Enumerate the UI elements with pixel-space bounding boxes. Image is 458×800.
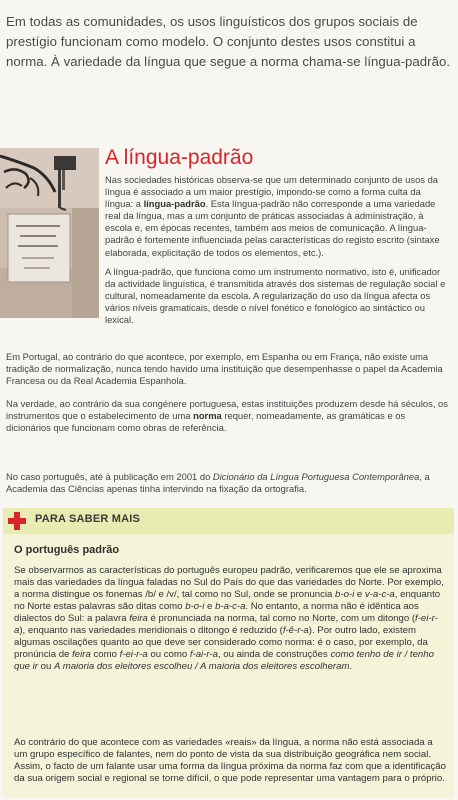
paragraph-4: Na verdade, ao contrário da sua congénere portuguesa, estas instituições produzem desde há séculos, os instrumentos que o estabelecimento de uma norma requer, nomeadamente, as gramáticas e os dicionários que funcionam como obras de referência. bbox=[6, 398, 448, 434]
street-sign-photo bbox=[0, 148, 99, 318]
info-box-title: PARA SABER MAIS bbox=[35, 513, 141, 525]
term-lingua-padrao: língua-padrão bbox=[143, 198, 206, 210]
info-box-subtitle: O português padrão bbox=[14, 544, 120, 556]
dictionary-title: Dicionário da Língua Portuguesa Contemporânea bbox=[212, 471, 420, 482]
term-norma: norma bbox=[193, 410, 222, 422]
paragraph-1: Nas sociedades históricas observa-se que um determinado conjunto de usos da língua é associado a um maior prestígio, impondo-se como a forma culta da língua: a língua-padrão. Esta língua-padrão não corresponde a uma variedade real da língua, mas a um conjunto de práticas associadas à administração, à escola e, em épocas recentes, também aos meios de comunicação. A língua-padrão é fortemente influenciada pelas características do registo escrito (sintaxe elaborada, explicitação de todos os elementos, etc.). bbox=[105, 174, 440, 258]
info-box bbox=[3, 508, 454, 798]
info-box-paragraph-1: Se observarmos as características do português europeu padrão, verificaremos que ele se aproxima mais das variedades da língua faladas no Sul do País do que das variedades do Norte. Por exemplo, a norma distingue os fonemas /b/ e /v/, tal como no Sul, onde se pronuncia b-o-i e v-a-c-a, enquanto no Norte estas palavras são ditas como b-o-i e b-a-c-a. No entanto, a norma não é idêntica aos dialectos do Sul: a palavra feira é pronunciada na norma, tal como no Norte, com um ditongo (f-ei-r-a), enquanto nas variedades meridionais o ditongo é reduzido (f-ê-r-a). Por outro lado, existem algumas oscilações quanto ao que deve ser considerado como norma: é o caso, por exemplo, da pronúncia de feira como f-ei-r-a ou como f-ai-r-a, ou ainda de construções como tenho de ir / tenho que ir ou A maioria dos eleitores escolheu / A maioria dos eleitores escolheram. bbox=[14, 565, 444, 672]
paragraph-5: No caso português, até à publicação em 2001 do Dicionário da Língua Portuguesa Contemporânea, a Academia das Ciências apenas tinha intervindo na fixação da ortografia. bbox=[6, 471, 430, 495]
info-box-header bbox=[3, 508, 454, 534]
intro-paragraph: Em todas as comunidades, os usos linguísticos dos grupos sociais de prestígio funcionam como modelo. O conjunto destes usos constitui a norma. À variedade da língua que segue a norma chama-se língua-padrão. bbox=[6, 14, 451, 69]
paragraph-3: Em Portugal, ao contrário do que acontece, por exemplo, em Espanha ou em França, não existe uma tradição de normalização, nunca tendo havido uma instituição que desempenhasse o papel da Academia Francesa ou da Real Academia Espanhola. bbox=[6, 351, 443, 387]
info-box-paragraph-2: Ao contrário do que acontece com as variedades «reais» da língua, a norma não está associada a um grupo específico de falantes, nem do ponto de vista da sua distribuição geográfica nem social. Assim, o facto de um falante usar uma forma da língua próxima da norma faz com que a identificação da sua origem social e regional se torne difícil, o que pode representar uma vantagem para o próprio. bbox=[14, 737, 446, 784]
paragraph-2: A língua-padrão, que funciona como um instrumento normativo, isto é, unificador da actividade linguística, é transmitida através dos sistemas de regulação social e cultural, nomeadamente da escola. A regularização do uso da língua afecta os vários níveis gramaticais, desde o nível fonético e fonológico ao sintáctico ou lexical. bbox=[105, 266, 446, 326]
section-title: A língua-padrão bbox=[105, 146, 254, 169]
red-cross-icon bbox=[8, 512, 26, 530]
